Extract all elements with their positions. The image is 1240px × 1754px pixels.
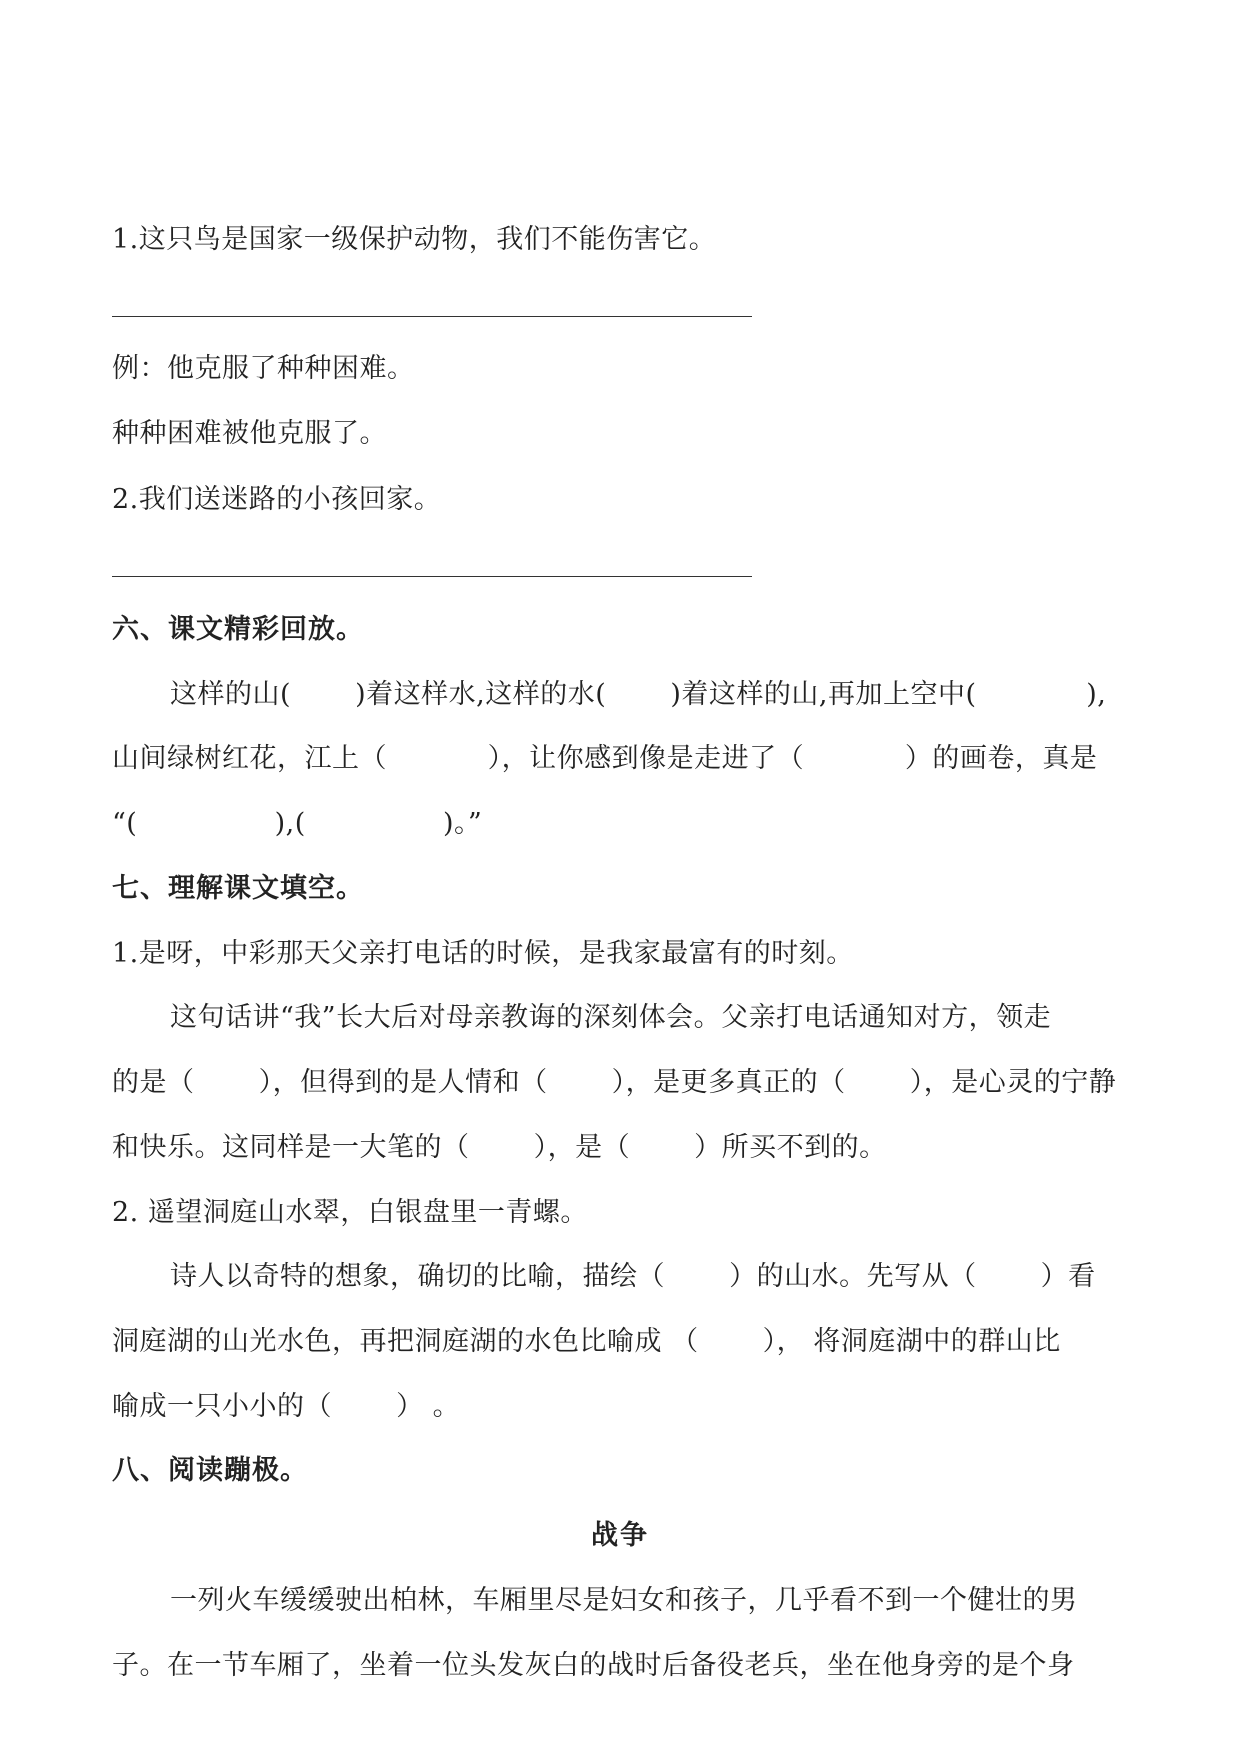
section-7-heading: 七、理解课文填空。 bbox=[112, 873, 364, 904]
section-6-line-3: “( ),( )。” bbox=[112, 808, 483, 839]
answer-line-2 bbox=[112, 576, 752, 577]
section-7-question-2: 2. 遥望洞庭山水翠，白银盘里一青螺。 bbox=[112, 1197, 588, 1228]
section-8-heading: 八、阅读蹦极。 bbox=[112, 1455, 308, 1486]
rewrite-question-1: 1.这只鸟是国家一级保护动物，我们不能伤害它。 bbox=[112, 224, 717, 255]
section-7-q2-line-1: 诗人以奇特的想象，确切的比喻，描绘（ ）的山水。先写从（ ）看 bbox=[170, 1261, 1096, 1292]
reading-paragraph-line-2: 子。在一节车厢了，坐着一位头发灰白的战时后备役老兵，坐在他身旁的是个身 bbox=[112, 1650, 1075, 1681]
section-7-q1-line-2: 的是（ ），但得到的是人情和（ ），是更多真正的（ ），是心灵的宁静 bbox=[112, 1067, 1117, 1098]
rewrite-question-2: 2.我们送迷路的小孩回家。 bbox=[112, 484, 442, 515]
section-7-q1-line-1: 这句话讲“我”长大后对母亲教诲的深刻体会。父亲打电话通知对方，领走 bbox=[170, 1002, 1052, 1033]
section-6-heading: 六、课文精彩回放。 bbox=[112, 614, 364, 645]
section-6-line-2: 山间绿树红花，江上（ ），让你感到像是走进了（ ）的画卷，真是 bbox=[112, 743, 1098, 774]
section-7-q1-line-3: 和快乐。这同样是一大笔的（ ），是（ ）所买不到的。 bbox=[112, 1132, 887, 1163]
example-answer: 种种困难被他克服了。 bbox=[112, 418, 387, 449]
section-6-line-1: 这样的山( )着这样水,这样的水( )着这样的山,再加上空中( ), bbox=[170, 679, 1107, 710]
section-7-q2-line-2: 洞庭湖的山光水色，再把洞庭湖的水色比喻成 （ ）， 将洞庭湖中的群山比 bbox=[112, 1326, 1061, 1357]
reading-paragraph-line-1: 一列火车缓缓驶出柏林，车厢里尽是妇女和孩子，几乎看不到一个健壮的男 bbox=[170, 1585, 1078, 1616]
section-7-q2-line-3: 喻成一只小小的（ ） 。 bbox=[112, 1391, 461, 1422]
example-sentence: 例：他克服了种种困难。 bbox=[112, 353, 415, 384]
section-7-question-1: 1.是呀，中彩那天父亲打电话的时候，是我家最富有的时刻。 bbox=[112, 938, 854, 969]
answer-line-1 bbox=[112, 316, 752, 317]
reading-title: 战争 bbox=[591, 1520, 649, 1551]
